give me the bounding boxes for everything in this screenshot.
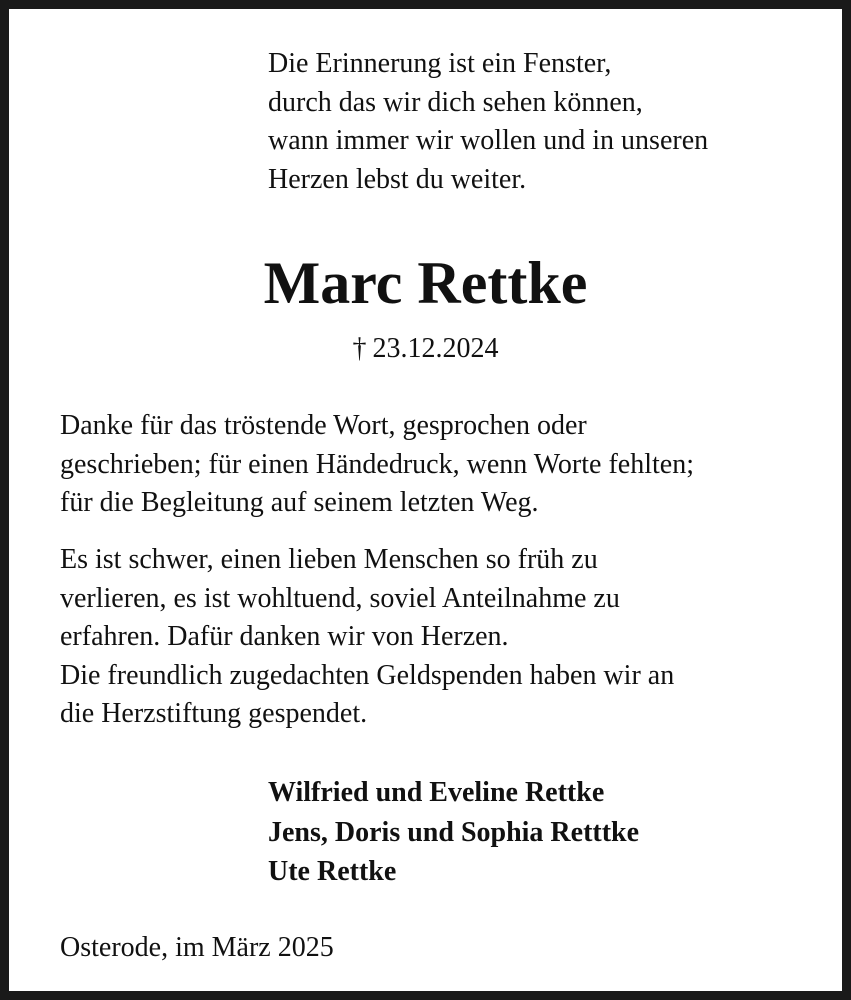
memorial-poem bbox=[268, 45, 708, 199]
family-signatures bbox=[268, 773, 639, 892]
cross-icon: † bbox=[352, 333, 367, 364]
text-line: für die Begleitung auf seinem letzten Weg. bbox=[60, 487, 539, 518]
poem-line: Herzen lebst du weiter. bbox=[268, 163, 527, 195]
death-date: 23.12.2024 bbox=[372, 333, 499, 364]
text-line: die Herzstiftung gespendet. bbox=[60, 698, 368, 729]
place-and-date: Osterode, im März 2025 bbox=[60, 932, 334, 963]
deceased-name: Marc Rettke bbox=[263, 250, 588, 316]
poem-line: durch das wir dich sehen können, bbox=[268, 86, 643, 118]
poem-line: Die Erinnerung ist ein Fenster, bbox=[268, 48, 612, 79]
poem-line: wann immer wir wollen und in unseren bbox=[268, 125, 709, 156]
thanks-paragraph-2 bbox=[60, 541, 674, 734]
text-line: erfahren. Dafür danken wir von Herzen. bbox=[60, 621, 509, 652]
family-name: Ute Rettke bbox=[268, 856, 397, 887]
family-name: Jens, Doris und Sophia Retttke bbox=[268, 816, 640, 848]
text-line: Die freundlich zugedachten Geldspenden haben wir an bbox=[60, 659, 675, 691]
text-line: geschrieben; für einen Händedruck, wenn Worte fehlten; bbox=[60, 448, 694, 480]
text-line: Danke für das tröstende Wort, gesprochen oder bbox=[60, 410, 587, 441]
family-name: Wilfried und Eveline Rettke bbox=[268, 777, 605, 808]
thanks-paragraph-1 bbox=[60, 407, 694, 523]
text-line: verlieren, es ist wohltuend, soviel Anteilnahme zu bbox=[60, 582, 620, 614]
text-line: Es ist schwer, einen lieben Menschen so früh zu bbox=[60, 544, 598, 575]
death-date-line bbox=[9, 331, 842, 367]
